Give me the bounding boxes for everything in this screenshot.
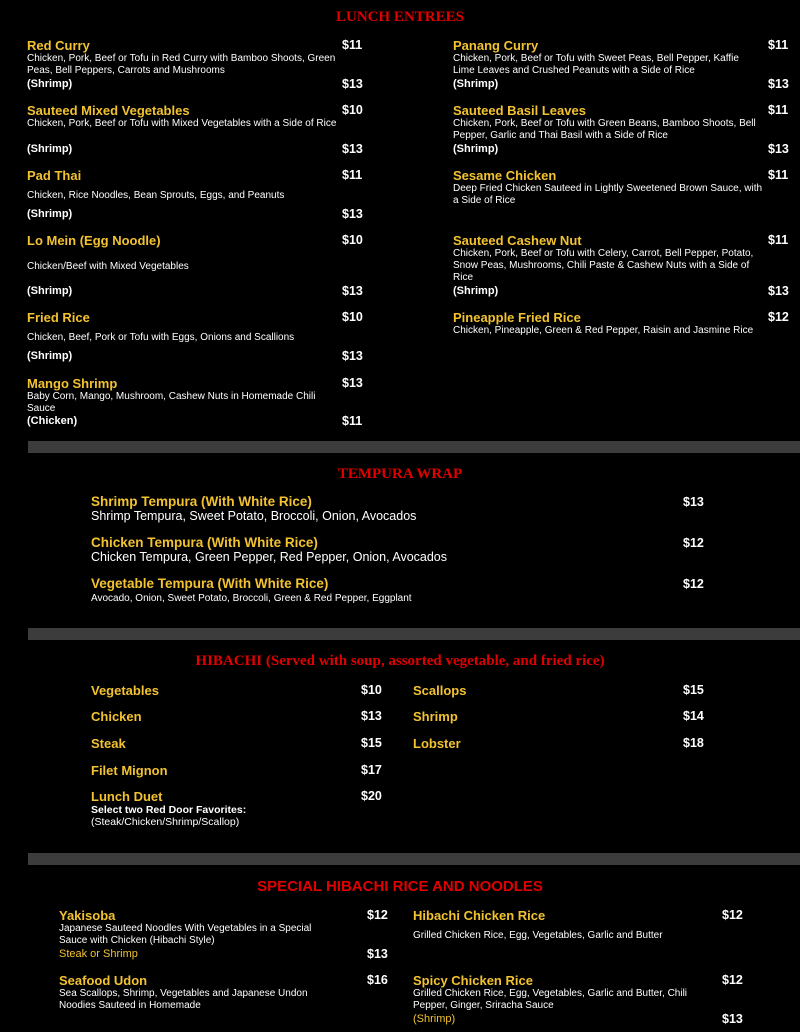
item-name: Pad Thai — [27, 168, 82, 183]
item-alt: Steak or Shrimp — [59, 948, 138, 960]
item-alt-price: $13 — [768, 284, 789, 298]
hibachi-item-lobster: Lobster — [413, 736, 461, 751]
item-price: $15 — [361, 736, 382, 750]
item-desc: Deep Fried Chicken Sauteed in Lightly Sweetened Brown Sauce, with a Side of Rice — [453, 183, 763, 206]
item-alt: (Shrimp) — [27, 78, 73, 90]
item-name: Sesame Chicken — [453, 168, 557, 183]
item-price: $13 — [683, 495, 704, 509]
item-name: Mango Shrimp — [27, 376, 118, 391]
item-name: Red Curry — [27, 38, 90, 53]
item-price: $20 — [361, 789, 382, 803]
tempura-wrap-title: TEMPURA WRAP — [337, 466, 463, 482]
item-alt: (Shrimp) — [453, 285, 499, 297]
item-price: $13 — [342, 376, 363, 390]
menu-item-sauteed-basil-leaves — [453, 103, 763, 142]
item-price: $17 — [361, 763, 382, 777]
hibachi-item-lunch-duet — [91, 789, 246, 828]
item-price: $12 — [683, 536, 704, 550]
menu-item-spicy-chicken-rice — [413, 973, 703, 1012]
item-alt-price: $13 — [768, 77, 789, 91]
item-name: Shrimp Tempura (With White Rice) — [91, 494, 312, 509]
item-name: Lunch Duet — [91, 789, 163, 804]
item-desc: Chicken, Pork, Beef or Tofu with Green Beans, Bamboo Shoots, Bell Pepper, Garlic and Thai Basil with a Side of Rice — [453, 118, 756, 141]
item-alt: (Shrimp) — [413, 1013, 456, 1025]
item-desc: Grilled Chicken Rice, Egg, Vegetables, Garlic and Butter — [413, 930, 663, 941]
hibachi-item-vegetables: Vegetables — [91, 683, 159, 698]
menu-item-pad-thai — [27, 168, 337, 183]
menu-item-yakisoba — [59, 908, 334, 947]
section-divider — [28, 853, 800, 865]
item-price: $12 — [683, 577, 704, 591]
item-price: $11 — [342, 38, 363, 52]
menu-item-sesame-chicken — [453, 168, 763, 207]
item-desc: Chicken, Pineapple, Green & Red Pepper, Raisin and Jasmine Rice — [453, 325, 754, 336]
item-alt-price: $13 — [342, 349, 363, 363]
item-desc: Grilled Chicken Rice, Egg, Vegetables, Garlic and Butter, Chili Pepper, Ginger, Sriracha Sauce — [413, 988, 688, 1011]
item-alt-price: $13 — [342, 77, 363, 91]
lunch-entrees-title: LUNCH ENTREES — [336, 9, 464, 25]
menu-item-lo-mein — [27, 233, 337, 248]
item-price: $18 — [683, 736, 704, 750]
item-name: Panang Curry — [453, 38, 539, 53]
item-alt-price: $13 — [342, 284, 363, 298]
item-price: $10 — [361, 683, 382, 697]
item-desc: Chicken, Beef, Pork or Tofu with Eggs, Onions and Scallions — [27, 332, 295, 343]
item-price: $10 — [342, 310, 363, 324]
item-name: Vegetable Tempura (With White Rice) — [91, 576, 329, 591]
item-price: $10 — [342, 103, 363, 117]
item-price: $12 — [722, 973, 743, 987]
item-price: $12 — [722, 908, 743, 922]
hibachi-title-text: HIBACHI — [195, 653, 263, 669]
item-price: $11 — [768, 38, 789, 52]
item-alt: (Shrimp) — [453, 143, 499, 155]
menu-item-sauteed-mixed-vegetables — [27, 103, 337, 130]
section-divider — [28, 441, 800, 453]
menu-item-hibachi-chicken-rice — [413, 908, 703, 923]
item-alt: (Shrimp) — [453, 78, 499, 90]
menu-item-sauteed-cashew-nut — [453, 233, 763, 284]
hibachi-item-chicken: Chicken — [91, 709, 142, 724]
item-name: Sauteed Mixed Vegetables — [27, 103, 190, 118]
item-name: Chicken Tempura (With White Rice) — [91, 535, 318, 550]
item-price: $12 — [768, 310, 789, 324]
item-alt: (Shrimp) — [27, 350, 73, 362]
item-price: $11 — [768, 168, 789, 182]
item-desc: Avocado, Onion, Sweet Potato, Broccoli, Green & Red Pepper, Eggplant — [91, 593, 412, 604]
item-name: Seafood Udon — [59, 973, 148, 988]
menu-item-mango-shrimp — [27, 376, 337, 415]
item-desc: Sea Scallops, Shrimp, Vegetables and Japanese Undon Noodies Sauteed in Homemade — [59, 988, 308, 1011]
item-alt: (Shrimp) — [27, 143, 73, 155]
hibachi-item-shrimp: Shrimp — [413, 709, 458, 724]
menu-item-panang-curry — [453, 38, 763, 77]
item-price: $11 — [342, 168, 363, 182]
item-note: Select two Red Door Favorites: — [91, 804, 247, 816]
menu-item-shrimp-tempura — [91, 494, 651, 524]
item-desc: Baby Corn, Mango, Mushroom, Cashew Nuts in Homemade Chili Sauce — [27, 391, 316, 414]
special-hibachi-title: SPECIAL HIBACHI RICE AND NOODLES — [257, 878, 543, 895]
item-price: $14 — [683, 709, 704, 723]
hibachi-item-steak: Steak — [91, 736, 126, 751]
item-name: Yakisoba — [59, 908, 116, 923]
hibachi-item-scallops: Scallops — [413, 683, 467, 698]
menu-item-vegetable-tempura — [91, 576, 651, 605]
item-alt-price: $13 — [342, 207, 363, 221]
item-name: Hibachi Chicken Rice — [413, 908, 546, 923]
item-name: Sauteed Cashew Nut — [453, 233, 582, 248]
item-alt-price: $13 — [768, 142, 789, 156]
menu-item-red-curry — [27, 38, 337, 77]
item-name: Sauteed Basil Leaves — [453, 103, 586, 118]
hibachi-item-filet-mignon: Filet Mignon — [91, 763, 168, 778]
hibachi-title — [0, 653, 800, 670]
item-price: $13 — [361, 709, 382, 723]
item-desc: Chicken, Pork, Beef or Tofu with Mixed Vegetables with a Side of Rice — [27, 118, 337, 129]
item-price: $16 — [367, 973, 388, 987]
item-alt: (Chicken) — [27, 415, 78, 427]
item-alt: (Shrimp) — [27, 208, 73, 220]
item-desc: Chicken Tempura, Green Pepper, Red Pepper, Onion, Avocados — [91, 550, 448, 564]
item-name: Lo Mein (Egg Noodle) — [27, 233, 161, 248]
item-price: $11 — [768, 103, 789, 117]
item-name: Fried Rice — [27, 310, 90, 325]
section-divider — [28, 628, 800, 640]
hibachi-subtitle: (Served with soup, assorted vegetable, and fried rice) — [265, 653, 605, 669]
item-alt: (Shrimp) — [27, 285, 73, 297]
item-desc: Shrimp Tempura, Sweet Potato, Broccoli, Onion, Avocados — [91, 509, 417, 523]
item-desc: Chicken, Pork, Beef or Tofu in Red Curry with Bamboo Shoots, Green Peas, Bell Peppers, Carrots and Mushrooms — [27, 53, 336, 76]
item-desc: Japanese Sauteed Noodles With Vegetables in a Special Sauce with Chicken (Hibachi Style) — [59, 923, 312, 946]
menu-item-chicken-tempura — [91, 535, 651, 565]
item-price: $15 — [683, 683, 704, 697]
item-alt-price: $13 — [722, 1012, 743, 1026]
item-name: Spicy Chicken Rice — [413, 973, 533, 988]
item-desc: Chicken/Beef with Mixed Vegetables — [27, 261, 189, 272]
item-alt-price: $11 — [342, 414, 363, 428]
item-price: $11 — [768, 233, 789, 247]
menu-item-fried-rice — [27, 310, 337, 325]
item-desc: Chicken, Pork, Beef or Tofu with Sweet Peas, Bell Pepper, Kaffie Lime Leaves and Crushed Peanuts with a Side of Rice — [453, 53, 739, 76]
menu-item-pineapple-fried-rice — [453, 310, 763, 337]
item-name: Pineapple Fried Rice — [453, 310, 581, 325]
menu-item-seafood-udon — [59, 973, 334, 1012]
item-desc: Chicken, Rice Noodles, Bean Sprouts, Eggs, and Peanuts — [27, 190, 285, 201]
item-alt-price: $13 — [367, 947, 388, 961]
item-price: $10 — [342, 233, 363, 247]
item-price: $12 — [367, 908, 388, 922]
item-desc: Chicken, Pork, Beef or Tofu with Celery, Carrot, Bell Pepper, Potato, Snow Peas, Mushrooms, Chili Paste & Cashew Nuts with a Side of Rice — [453, 248, 754, 283]
item-alt-price: $13 — [342, 142, 363, 156]
item-note-options: (Steak/Chicken/Shrimp/Scallop) — [91, 816, 240, 828]
